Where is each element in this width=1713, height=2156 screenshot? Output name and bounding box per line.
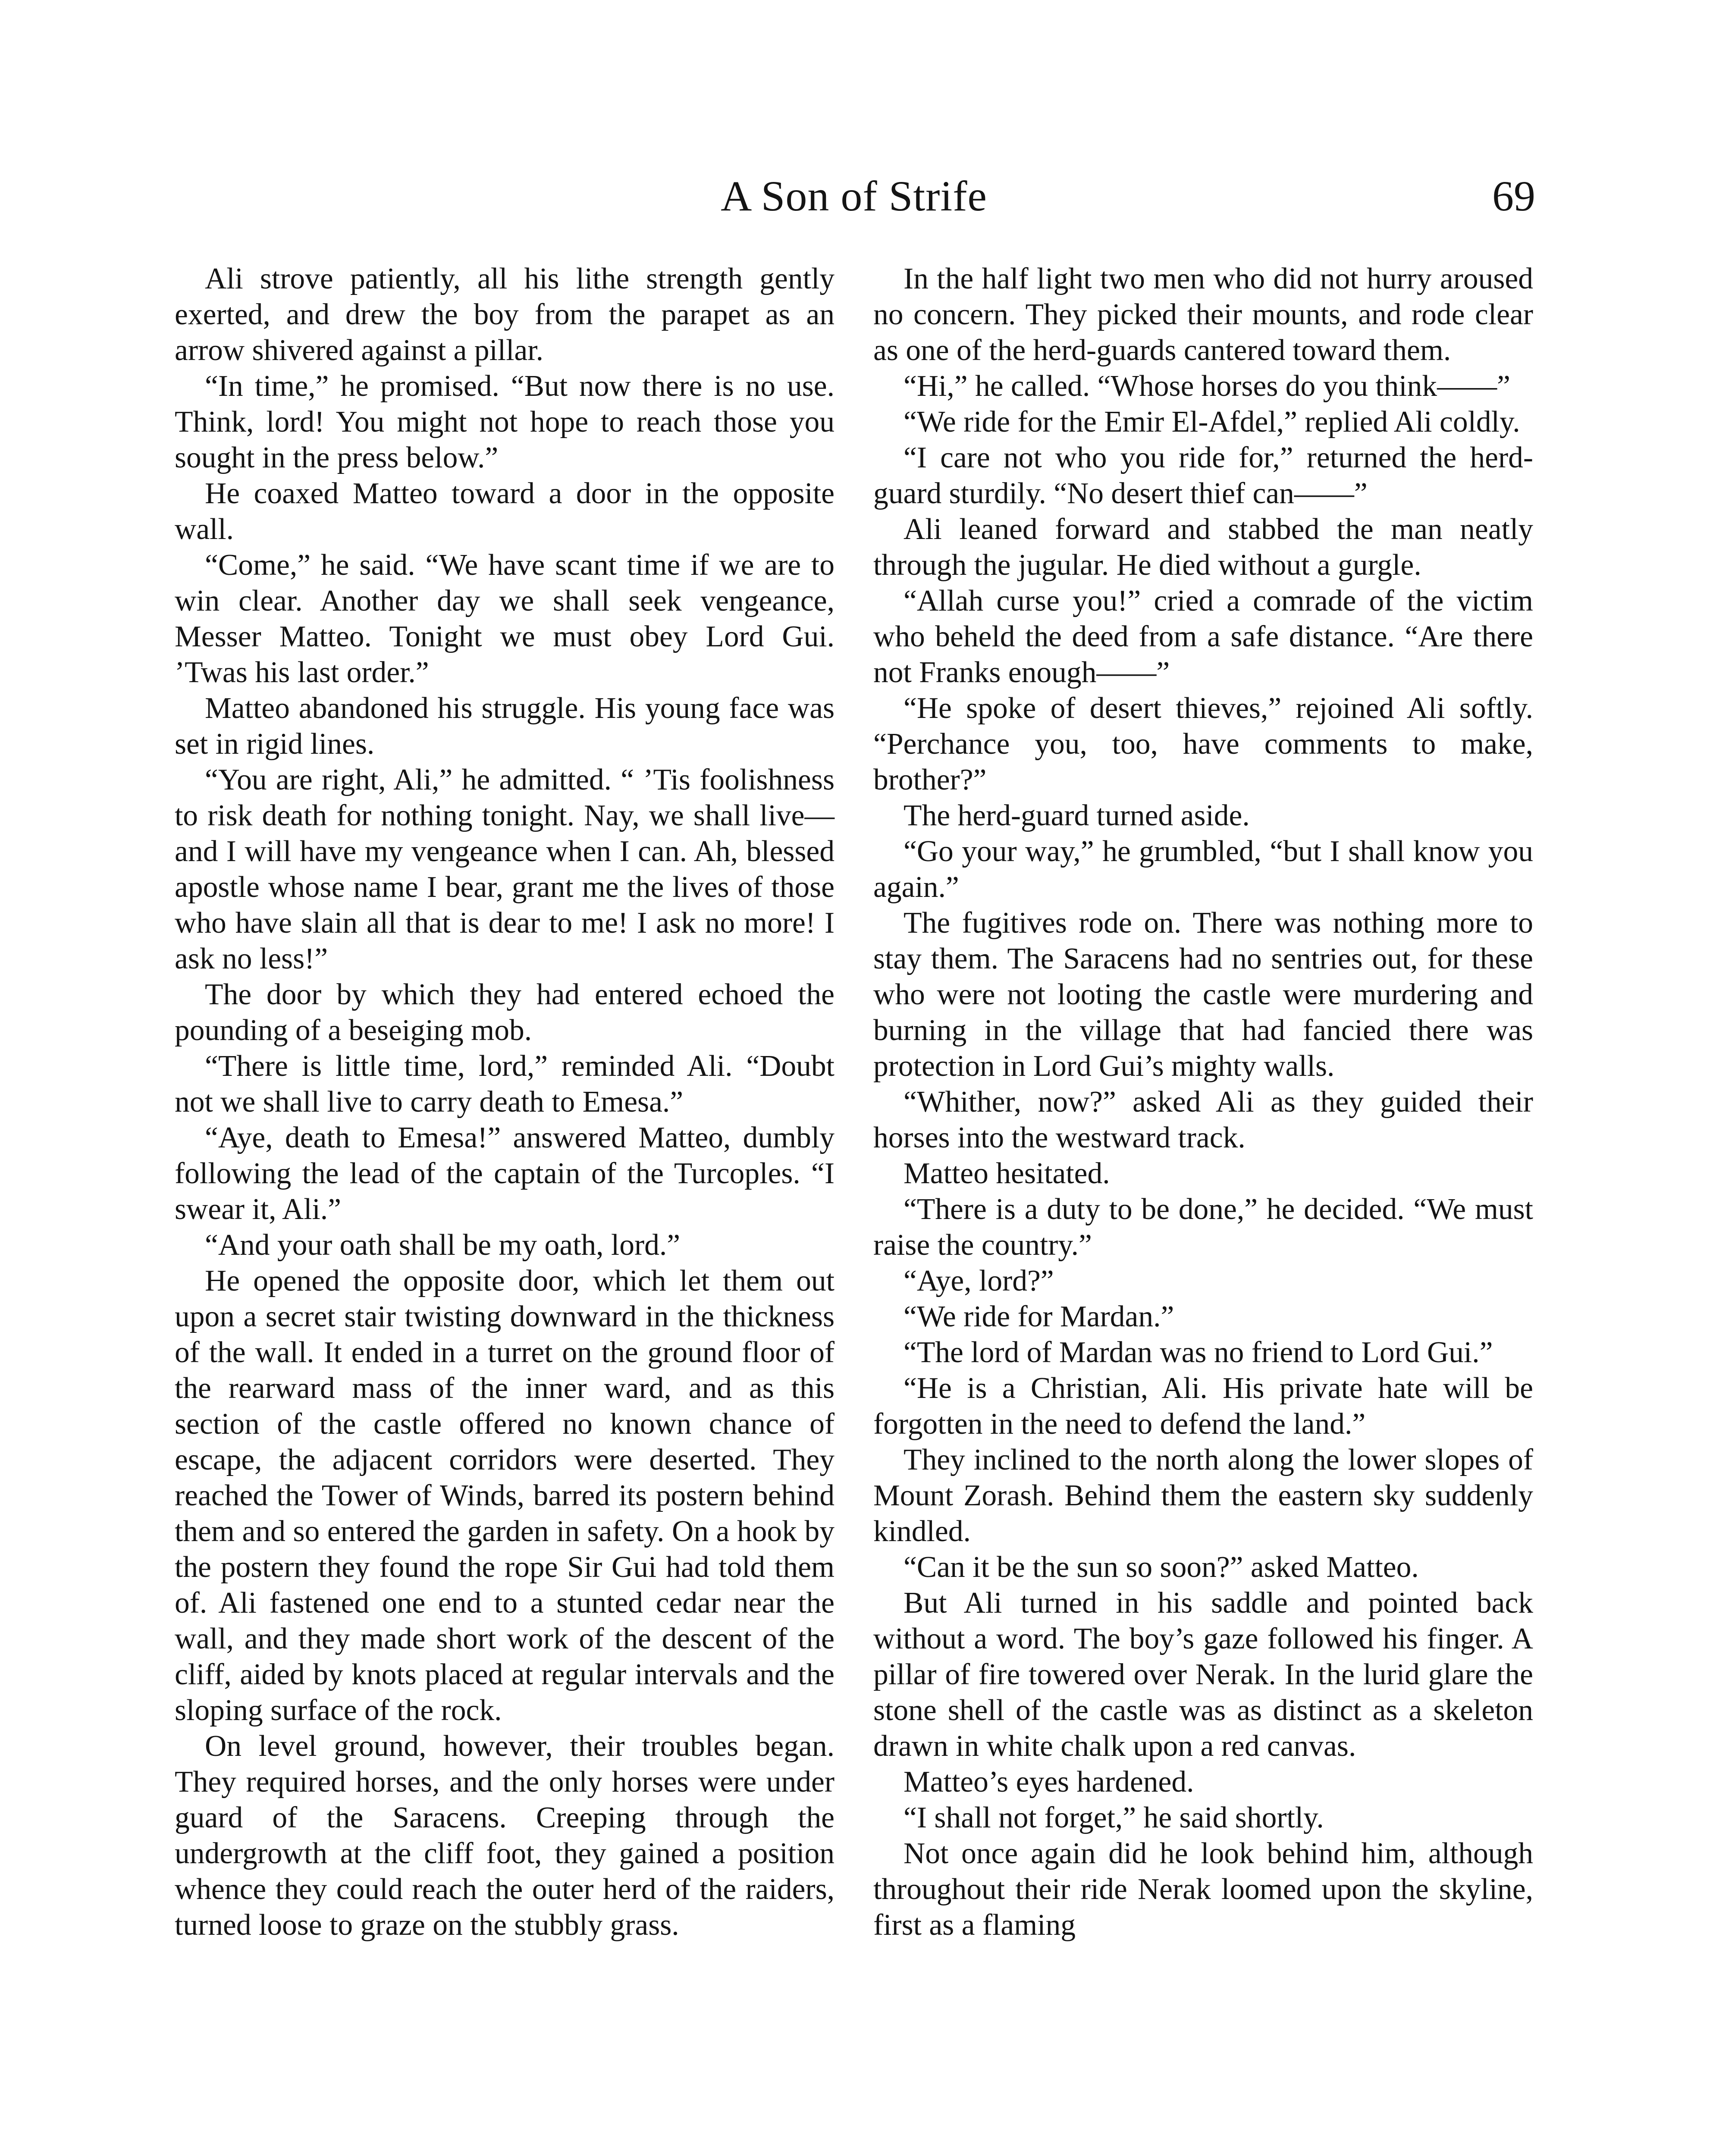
paragraph: Matteo abandoned his struggle. His young face was set in rigid lines. [175, 692, 835, 761]
paragraph: Matteo’s eyes hardened. [904, 1765, 1194, 1799]
paragraph: “Aye, lord?” [904, 1264, 1054, 1297]
paragraph: “In time,” he promised. “But now there is no use. Think, lord! You might not hope to reach those you sought in the press below.” [175, 370, 835, 474]
paragraph: “Whither, now?” asked Ali as they guided their horses into the westward track. [873, 1085, 1533, 1154]
paragraph: Ali leaned forward and stabbed the man neatly through the jugular. He died without a gurgle. [873, 513, 1533, 582]
paragraph: “Can it be the sun so soon?” asked Matteo. [904, 1551, 1419, 1584]
paragraph: The fugitives rode on. There was nothing more to stay them. The Saracens had no sentries out, for these who were not looting the castle were murdering and burning in the village that had fancied there was protection in Lord Gui’s mighty walls. [873, 906, 1533, 1083]
paragraph: The door by which they had entered echoed the pounding of a beseiging mob. [175, 978, 835, 1047]
page-number: 69 [1492, 172, 1535, 220]
paragraph: “Aye, death to Emesa!” answered Matteo, dumbly following the lead of the captain of the Turcoples. “I swear it, Ali.” [175, 1121, 835, 1226]
paragraph: “He is a Christian, Ali. His private hate will be forgotten in the need to defend the land.” [873, 1372, 1533, 1441]
paragraph: “We ride for the Emir El-Afdel,” replied Ali coldly. [904, 405, 1520, 439]
paragraph: Not once again did he look behind him, although throughout their ride Nerak loomed upon the skyline, first as a flaming [873, 1837, 1533, 1942]
paragraph: Ali strove patiently, all his lithe strength gently exerted, and drew the boy from the parapet as an arrow shivered against a pillar. [175, 262, 835, 367]
paragraph: On level ground, however, their troubles began. They required horses, and the only horses were under guard of the Saracens. Creeping through the undergrowth at the cliff foot, they gained a position whence they could reach the outer herd of the raiders, turned loose to graze on the stubbly grass. [175, 1730, 835, 1942]
paragraph: “Come,” he said. “We have scant time if we are to win clear. Another day we shall seek vengeance, Messer Matteo. Tonight we must obey Lord Gui. ’Twas his last order.” [175, 548, 835, 689]
text-column-left [175, 261, 835, 1943]
paragraph: “There is little time, lord,” reminded Ali. “Doubt not we shall live to carry death to Emesa.” [175, 1050, 835, 1119]
paragraph: “And your oath shall be my oath, lord.” [205, 1228, 681, 1262]
paragraph: In the half light two men who did not hurry aroused no concern. They picked their mounts, and rode clear as one of the herd-guards cantered toward them. [873, 262, 1533, 367]
text-column-right [873, 261, 1533, 1943]
paragraph: The herd-guard turned aside. [904, 799, 1250, 832]
paragraph: “Hi,” he called. “Whose horses do you think——” [904, 370, 1510, 403]
paragraph: But Ali turned in his saddle and pointed back without a word. The boy’s gaze followed his finger. A pillar of fire towered over Nerak. In the lurid glare the stone shell of the castle was as distinct as a skeleton drawn in white chalk upon a red canvas. [873, 1586, 1533, 1763]
paragraph: “Go your way,” he grumbled, “but I shall know you again.” [873, 835, 1533, 904]
paragraph: “He spoke of desert thieves,” rejoined Ali softly. “Perchance you, too, have comments to make, brother?” [873, 692, 1533, 796]
paragraph: “Allah curse you!” cried a comrade of the victim who beheld the deed from a safe distance. “Are there not Franks enough——” [873, 584, 1533, 689]
paragraph: “The lord of Mardan was no friend to Lord Gui.” [904, 1336, 1493, 1369]
paragraph: “There is a duty to be done,” he decided. “We must raise the country.” [873, 1193, 1533, 1262]
paragraph: “I care not who you ride for,” returned the herd-guard sturdily. “No desert thief can——” [873, 441, 1533, 510]
page-header [173, 164, 1535, 229]
paragraph: He opened the opposite door, which let them out upon a secret stair twisting downward in the thickness of the wall. It ended in a turret on the ground floor of the rearward mass of the inner ward, and as this section of the castle offered no known chance of escape, the adjacent corridors were deserted. They reached the Tower of Winds, barred its postern behind them and so entered the garden in safety. On a hook by the postern they found the rope Sir Gui had told them of. Ali fastened one end to a stunted cedar near the wall, and they made short work of the descent of the cliff, aided by knots placed at regular intervals and the sloping surface of the rock. [175, 1264, 835, 1727]
paragraph: He coaxed Matteo toward a door in the opposite wall. [175, 477, 835, 546]
paragraph: They inclined to the north along the lower slopes of Mount Zorash. Behind them the eastern sky suddenly kindled. [873, 1443, 1533, 1548]
paragraph: Matteo hesitated. [904, 1157, 1110, 1190]
paragraph: “We ride for Mardan.” [904, 1300, 1174, 1333]
paragraph: “I shall not forget,” he said shortly. [904, 1801, 1324, 1834]
paragraph: “You are right, Ali,” he admitted. “ ’Tis foolishness to risk death for nothing tonight. Nay, we shall live—and I will have my vengeance when I can. Ah, blessed apostle whose name I bear, grant me the lives of those who have slain all that is dear to me! I ask no more! I ask no less!” [175, 763, 835, 975]
running-title: A Son of Strife [721, 172, 987, 220]
